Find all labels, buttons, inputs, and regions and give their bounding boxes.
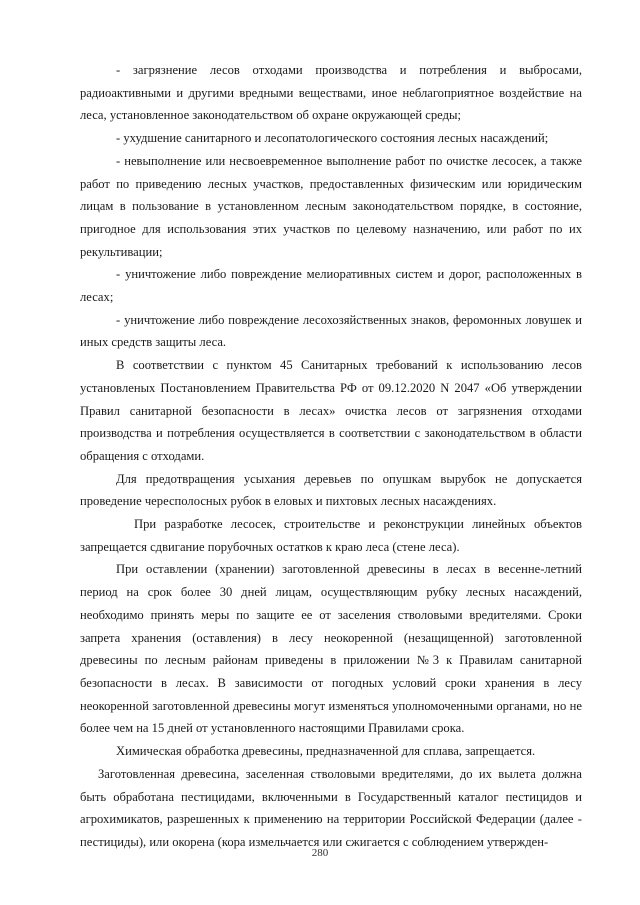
paragraph-9: При оставлении (хранении) заготовленной древесины в лесах в весенне-летний период на срок более 30 дней лицам, осуществляющим рубку лесных насаждений, необходимо принять меры по защите ее от заселения стволовыми вредителями. Сроки запрета хранения (оставления) в лесу неокоренной (незащищенной) заготовленной древесины по лесным районам приведены в приложении №3 к Правилам санитарной безопасности в лесах. В зависимости от погодных условий сроки хранения в лесу неокоренной заготовленной древесины могут изменяться уполномоченными органами, но не более чем на 15 дней от установленного настоящими Правилами срока. bbox=[80, 562, 582, 736]
paragraph-8: При разработке лесосек, строительстве и реконструкции линейных объектов запрещается сдвигание порубочных остатков к краю леса (стене леса). bbox=[80, 517, 582, 554]
page-number: 280 bbox=[311, 847, 329, 859]
paragraph-7: Для предотвращения усыхания деревьев по опушкам вырубок не допускается проведение чересполосных рубок в еловых и пихтовых лесных насаждениях. bbox=[80, 471, 582, 509]
paragraph-4: - уничтожение либо повреждение мелиоративных систем и дорог, расположенных в лесах; bbox=[80, 267, 582, 305]
paragraph-1: - загрязнение лесов отходами производства и потребления и выбросами, радиоактивными и другими вредными веществами, иное неблагоприятное воздействие на леса, установленное законодательством об охране окружающей среды; bbox=[80, 63, 582, 123]
paragraph-5: - уничтожение либо повреждение лесохозяйственных знаков, феромонных ловушек и иных средств защиты леса. bbox=[80, 312, 582, 350]
paragraph-10: Химическая обработка древесины, предназначенной для сплава, запрещается. bbox=[116, 744, 536, 759]
paragraph-6: В соответствии с пунктом 45 Санитарных требований к использованию лесов установленых Постановлением Правительства РФ от 09.12.2020 N 2047 «Об утверждении Правил санитарной безопасности в лесах» очистка лесов от загрязнения отходами производства и потребления осуществляется в соответствии с законодательством в области обращения с отходами. bbox=[80, 358, 582, 463]
body-text bbox=[80, 59, 582, 854]
paragraph-11: Заготовленная древесина, заселенная стволовыми вредителями, до их вылета должна быть обработана пестицидами, включенными в Государственный каталог пестицидов и агрохимикатов, разрешенных к применению на территории Российской Федерации (далее - пестициды), или окорена (кора измельчается или сжигается с соблюдением утвержден- bbox=[80, 766, 582, 849]
paragraph-3: - невыполнение или несвоевременное выполнение работ по очистке лесосек, а также работ по приведению лесных участков, предоставленных физическим или юридическим лицам в пользование в установленном лесным законодательством порядке, в состояние, пригодное для использования этих участков по целевому назначению, или работ по их рекультивации; bbox=[80, 153, 582, 259]
paragraph-2: - ухудшение санитарного и лесопатологического состояния лесных насаждений; bbox=[116, 131, 549, 146]
